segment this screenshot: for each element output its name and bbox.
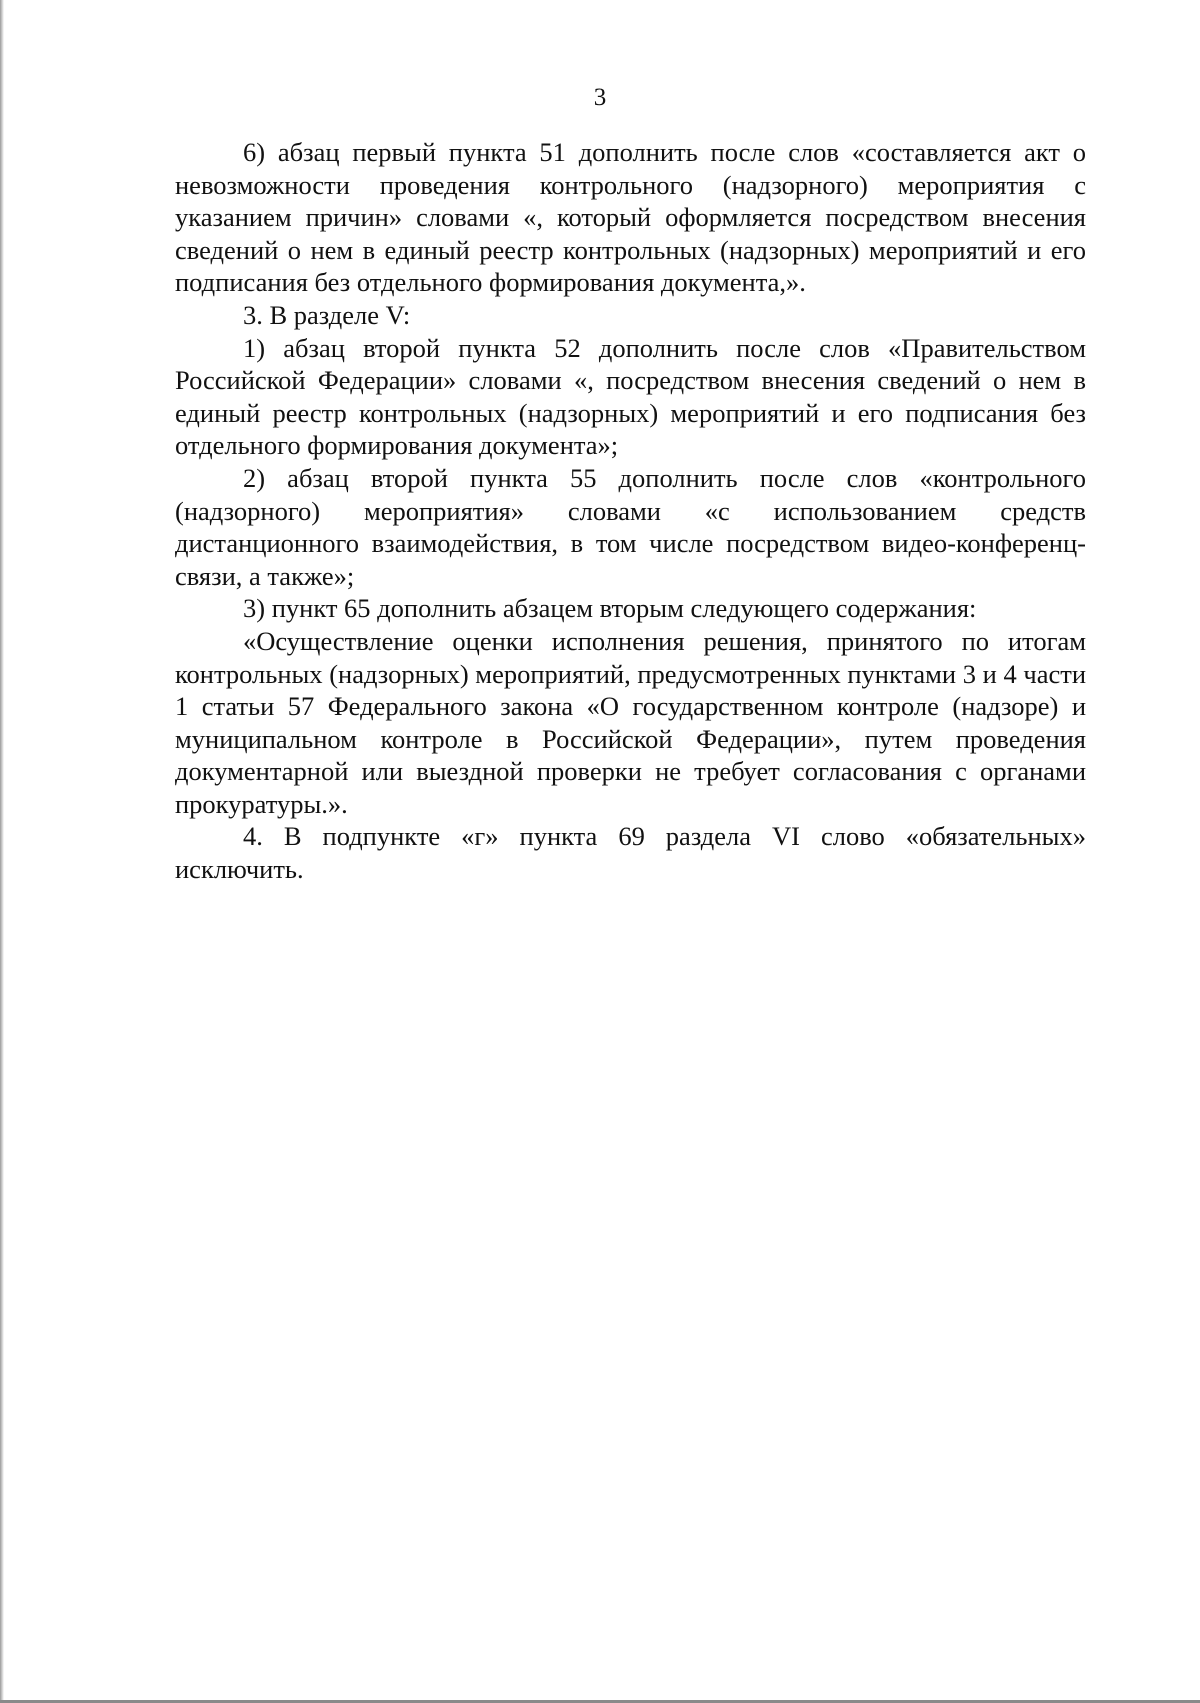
paragraph-item65-new-text: «Осуществление оценки исполнения решения, принятого по итогам контрольных (надзорных) мероприятий, предусмотренных пунктами 3 и 4 части 1 статьи 57 Федерального закона «О государственном контроле (надзоре) и муниципальном контроле в Российской Федерации», путем проведения документарной или выездной проверки не требует согласования с органами прокуратуры.». [175,625,1086,819]
paragraph-6-item51: 6) абзац первый пункта 51 дополнить после слов «составляется акт о невозможности проведения контрольного (надзорного) мероприятия с указанием причин» словами «, который оформляется посредством внесения сведений о нем в единый реестр контрольных (надзорных) мероприятий и его подписания без отдельного формирования документа,». [175,137,1086,298]
document-body [175,136,1086,886]
scan-left-edge [0,0,4,1703]
paragraph-section-v-heading: 3. В разделе V: [243,299,411,330]
paragraph-2-item55: 2) абзац второй пункта 55 дополнить после слов «контрольного (надзорного) мероприятия» словами «с использованием средств дистанционного взаимодействия, в том числе посредством видео-конференц-связи, а также»; [175,462,1086,591]
paragraph-4-item69: 4. В подпункте «г» пункта 69 раздела VI слово «обязательных» исключить. [175,821,1086,885]
page-number: 3 [593,84,607,111]
paragraph-3-item65: 3) пункт 65 дополнить абзацем вторым следующего содержания: [243,593,977,624]
paragraph-1-item52: 1) абзац второй пункта 52 дополнить после слов «Правительством Российской Федерации» словами «, посредством внесения сведений о нем в единый реестр контрольных (надзорных) мероприятий и его подписания без отдельного формирования документа»; [175,332,1086,461]
